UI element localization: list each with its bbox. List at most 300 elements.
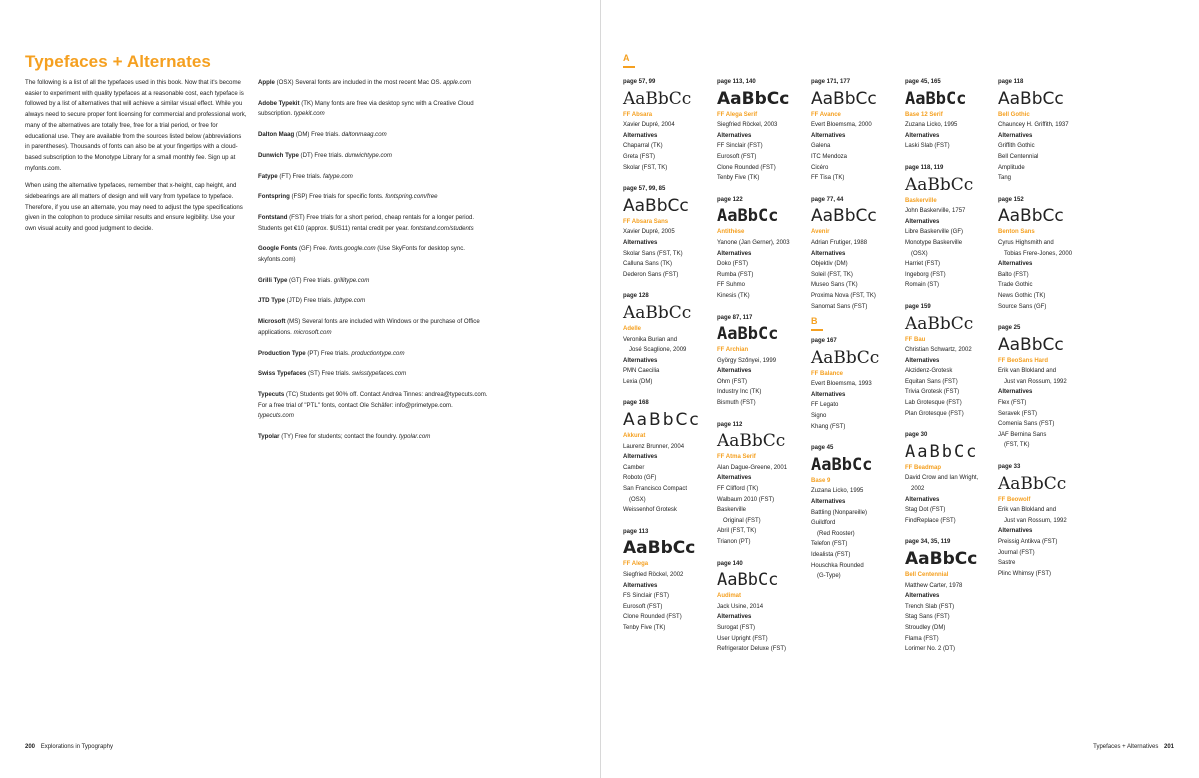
typeface-entry	[623, 398, 715, 515]
alternative-typeface: Original (FST)	[723, 517, 761, 524]
designer-credit: Veronika Burian and	[623, 336, 678, 343]
alternative-typeface: Skolar Sans (FST, TK)	[623, 250, 683, 257]
designer-credit: Chauncey H. Griffith, 1937	[998, 122, 1069, 129]
alternative-typeface: Romain (ST)	[905, 282, 940, 289]
source-description: (DT) Free trials.	[298, 151, 344, 159]
font-source	[258, 317, 488, 338]
alternative-typeface: Surogat (FST)	[717, 624, 756, 631]
alternative-typeface: Galena	[811, 143, 831, 150]
typeface-sample: AaBbCc	[623, 88, 692, 109]
page-reference: page 45	[811, 445, 834, 452]
alternatives-label: Alternatives	[717, 132, 752, 139]
typeface-entry	[811, 336, 903, 432]
page-reference: page 77, 44	[811, 196, 844, 203]
typeface-name: Base 12 Serif	[905, 111, 943, 118]
designer-credit: 2002	[911, 486, 925, 493]
typeface-entry	[717, 77, 809, 184]
alternative-typeface: Khang (FST)	[811, 423, 846, 430]
alternative-typeface: FS Sinclair (FST)	[623, 593, 670, 600]
typeface-sample: AaBbCc	[998, 206, 1064, 227]
alternative-typeface: Doko (FST)	[717, 261, 749, 268]
typeface-sample: AaBbCc	[998, 88, 1064, 109]
alternatives-label: Alternatives	[998, 389, 1033, 396]
typeface-sample: AaBbCc	[905, 549, 978, 569]
font-source	[258, 151, 488, 162]
typeface-name: FF Bau	[905, 336, 926, 343]
typeface-sample: AaBbCc	[811, 206, 877, 227]
source-name: Typecuts	[258, 390, 285, 398]
typeface-sample: AaBbCc	[623, 302, 692, 323]
source-name: Dunwich Type	[258, 151, 299, 159]
alternative-typeface: PMN Caecilia	[623, 368, 660, 375]
alternatives-label: Alternatives	[717, 250, 752, 257]
alternative-typeface: Libre Baskerville (GF)	[905, 229, 964, 236]
alternative-typeface: News Gothic (TK)	[998, 292, 1046, 299]
source-name: Fatype	[258, 172, 278, 180]
source-note: (Use SkyFonts for desktop sync. skyfonts.com)	[258, 245, 465, 264]
designer-credit: Xavier Dupré, 2005	[623, 229, 675, 236]
alternative-typeface: ITC Mendoza	[811, 153, 848, 160]
typeface-sample: AaBbCc	[905, 313, 974, 334]
source-name: Swiss Typefaces	[258, 370, 307, 378]
alternative-typeface: FF Sinclair (FST)	[717, 143, 763, 150]
intro-text	[25, 78, 247, 242]
typeface-entry	[811, 195, 903, 312]
designer-credit: Adrian Frutiger, 1988	[811, 239, 868, 246]
alternative-typeface: Camber	[623, 464, 645, 471]
alternative-typeface: Laski Slab (FST)	[905, 143, 950, 150]
alternative-typeface: Cicéro	[811, 164, 829, 171]
designer-credit: Siegfried Röckel, 2002	[623, 572, 684, 578]
alternative-typeface: Trianon (PT)	[717, 539, 751, 545]
typeface-sample: AaBbCc	[717, 88, 790, 109]
designer-credit: Jack Usine, 2014	[717, 603, 764, 610]
page-number: 201	[1163, 744, 1174, 750]
typeface-entry	[717, 313, 809, 409]
typeface-name: Benton Sans	[998, 229, 1035, 236]
alternative-typeface: Amplitude	[998, 164, 1025, 171]
designer-credit: José Scaglione, 2009	[629, 347, 687, 354]
alternative-typeface: Preissig Antikva (FST)	[998, 539, 1058, 545]
typeface-name: Audimat	[717, 593, 741, 600]
alternative-typeface: Bismuth (FST)	[717, 400, 756, 407]
alternative-typeface: User Upright (FST)	[717, 635, 768, 642]
alternative-typeface: Telefon (FST)	[811, 541, 848, 548]
typeface-name: FF Alega	[623, 561, 649, 568]
alternative-typeface: Signo	[811, 413, 827, 420]
source-link[interactable]: typekit.com	[293, 110, 325, 118]
font-source	[258, 432, 488, 443]
section-letter-a: A	[623, 53, 630, 63]
section-rule-a	[623, 66, 635, 68]
typeface-name: Bell Gothic	[998, 111, 1030, 118]
typeface-sample: AaBbCc	[623, 410, 701, 431]
alternative-typeface: Clone Rounded (FST)	[717, 164, 776, 171]
typeface-column	[905, 77, 997, 666]
typeface-entry	[905, 430, 997, 526]
alternatives-label: Alternatives	[998, 132, 1033, 139]
designer-credit: Zuzana Licko, 1995	[905, 122, 958, 129]
alternative-typeface: Sastre	[998, 560, 1016, 567]
source-link[interactable]: productiontype.com	[351, 349, 405, 357]
typeface-entry	[998, 323, 1090, 451]
typeface-sample: AaBbCc	[717, 431, 786, 452]
alternative-typeface: Bell Centennial	[998, 153, 1039, 160]
typeface-name: Bell Centennial	[905, 572, 949, 578]
font-source	[258, 276, 488, 287]
alternative-typeface: Eurosoft (FST)	[717, 153, 757, 160]
source-description: (TY) Free for students; contact the foundry.	[279, 433, 398, 441]
typeface-column	[811, 77, 903, 593]
alternative-typeface: Refrigerator Deluxe (FST)	[717, 646, 787, 653]
source-link[interactable]: daltonmaag.com	[341, 131, 387, 139]
page-reference: page 168	[623, 400, 649, 407]
alternative-typeface: Dederon Sans (FST)	[623, 271, 679, 278]
page-reference: page 167	[811, 338, 837, 345]
alternative-typeface: Seravek (FST)	[998, 410, 1038, 417]
alternative-typeface: Houschka Rounded	[811, 562, 864, 569]
font-source	[258, 130, 488, 141]
alternative-typeface: Idealista (FST)	[811, 552, 851, 558]
source-name: Apple	[258, 79, 275, 86]
font-source	[258, 78, 488, 89]
source-name: JTD Type	[258, 297, 285, 305]
source-link[interactable]: fatype.com	[323, 172, 353, 180]
alternative-typeface: Stroudley (DM)	[905, 624, 946, 631]
intro-paragraph: When using the alternative typefaces, remember that x-height, cap height, and sidebearings are all matters of design and will vary from typeface to typeface. Therefore, if you use an alternate, you may need to adjust the type specifications given in the colophon to produce similar results and ensure legibility. Use your own visual acuity and good judgment to decide.	[25, 182, 243, 233]
source-name: Typolar	[258, 433, 280, 441]
alternative-typeface: Stag Dot (FST)	[905, 507, 946, 514]
alternative-typeface: (Red Rooster)	[817, 530, 855, 537]
alternative-typeface: Eurosoft (FST)	[623, 603, 663, 610]
source-name: Production Type	[258, 349, 306, 357]
designer-credit: Yanone (Jan Gerner), 2003	[717, 239, 790, 246]
source-description: (ST) Free trials.	[306, 370, 351, 378]
designer-credit: Evert Bloemsma, 1993	[811, 381, 872, 388]
alternative-typeface: FF Suhmo	[717, 282, 746, 289]
page-reference: page 57, 99	[623, 79, 656, 85]
alternative-typeface: Balto (FST)	[998, 271, 1029, 278]
typeface-name: FF Archian	[717, 347, 749, 354]
source-description: (FT) Free trials.	[277, 172, 322, 180]
designer-credit: Cyrus Highsmith and	[998, 239, 1054, 246]
alternative-typeface: Lab Grotesque (FST)	[905, 400, 962, 407]
typeface-name: Baskerville	[905, 197, 937, 204]
alternative-typeface: Roboto (GF)	[623, 475, 657, 482]
typeface-entry	[623, 77, 715, 173]
source-name: Google Fonts	[258, 245, 298, 253]
folio-left	[25, 744, 113, 750]
alternative-typeface: Rumba (FST)	[717, 271, 754, 278]
page-reference: page 113	[623, 528, 649, 535]
designer-credit: Just van Rossum, 1992	[1004, 517, 1067, 524]
designer-credit: John Baskerville, 1757	[905, 208, 966, 215]
typeface-sample: AaBbCc	[998, 473, 1067, 494]
typeface-name: Adelle	[623, 325, 642, 332]
designer-credit: Laurenz Brunner, 2004	[623, 443, 685, 450]
typeface-sample: AaBbCc	[905, 441, 979, 462]
alternative-typeface: Ingeborg (FST)	[905, 271, 946, 278]
alternative-typeface: Proxima Nova (FST, TK)	[811, 292, 876, 299]
alternative-typeface: Source Sans (GF)	[998, 303, 1047, 310]
intro-paragraph: The following is a list of all the typefaces used in this book. Now that it's become easier to experiment with quality typefaces at a reasonable cost, each typeface is followed by a list of alternatives that will achieve a similar visual effect. While you always need to secure proper font licensing for commercial and professional work, many of the alternatives are totally free, free for a trial period, or free for educational use. They are available from the sources listed below (abbreviations in parentheses). Thousands of fonts can also be at your fingertips with a cloud-based subscription to the Monotype Library for a small monthly fee. Sign up at myfonts.com.	[25, 79, 247, 172]
source-link[interactable]: jtdtype.com	[334, 297, 366, 305]
alternative-typeface: Clone Rounded (FST)	[623, 614, 682, 621]
source-link[interactable]: fontspring.com/free	[385, 193, 438, 201]
alternative-typeface: Plan Grotesque (FST)	[905, 410, 964, 417]
page-reference: page 87, 117	[717, 314, 753, 321]
font-source	[258, 390, 488, 422]
page-reference: page 171, 177	[811, 79, 851, 85]
alternatives-label: Alternatives	[811, 499, 846, 506]
typeface-name: FF Absara	[623, 111, 653, 118]
typeface-entry	[811, 443, 903, 582]
alternatives-label: Alternatives	[905, 218, 940, 225]
page-reference: page 45, 165	[905, 79, 941, 85]
typeface-name: FF Alega Serif	[717, 111, 758, 118]
alternative-typeface: Plinc Whimsy (FST)	[998, 570, 1051, 577]
alternative-typeface: Comenia Sans (FST)	[998, 421, 1055, 428]
alternative-typeface: JAF Bernina Sans	[998, 431, 1047, 438]
source-link[interactable]: microsoft.com	[293, 328, 332, 336]
designer-credit: Matthew Carter, 1978	[905, 582, 963, 589]
alternatives-label: Alternatives	[717, 614, 752, 621]
page-reference: page 140	[717, 560, 743, 567]
alternative-typeface: Tang	[998, 175, 1012, 182]
alternative-typeface: (OSX)	[629, 496, 646, 503]
typeface-entry	[717, 420, 809, 548]
alternative-typeface: Baskerville	[717, 507, 747, 514]
alternative-typeface: Trivia Grotesk (FST)	[905, 389, 960, 396]
alternatives-label: Alternatives	[623, 239, 658, 246]
alternative-typeface: (FST, TK)	[1004, 442, 1030, 449]
font-source	[258, 296, 488, 307]
book-title: Explorations in Typography	[40, 744, 113, 750]
source-description: (PT) Free trials.	[305, 349, 350, 357]
designer-credit: Evert Bloemsma, 2000	[811, 122, 872, 129]
alternative-typeface: Abril (FST, TK)	[717, 528, 757, 535]
font-source	[258, 192, 488, 203]
typeface-entry	[905, 77, 997, 152]
typeface-sample: AaBbCc	[717, 206, 779, 227]
alternatives-label: Alternatives	[811, 391, 846, 398]
source-description: (OSX) Several fonts are included in the most recent Mac OS.	[274, 79, 442, 86]
font-sources-list	[258, 78, 488, 453]
alternative-typeface: Monotype Baskerville	[905, 239, 963, 246]
right-page	[601, 0, 1199, 778]
alternatives-label: Alternatives	[905, 496, 940, 503]
source-name: Microsoft	[258, 318, 286, 326]
page-reference: page 112	[717, 421, 743, 428]
section-title: Typefaces + Alternatives	[1093, 744, 1159, 750]
alternatives-label: Alternatives	[905, 357, 940, 364]
page-reference: page 33	[998, 464, 1021, 471]
alternatives-label: Alternatives	[905, 132, 940, 139]
typeface-entry	[905, 163, 997, 291]
source-link[interactable]: grillitype.com	[333, 276, 370, 284]
source-link[interactable]: fonts.google.com	[329, 245, 376, 253]
source-link[interactable]: dunwichtype.com	[344, 151, 393, 159]
typeface-name: FF Avance	[811, 111, 841, 118]
page-reference: page 113, 140	[717, 79, 756, 85]
alternative-typeface: Flama (FST)	[905, 635, 939, 642]
alternatives-label: Alternatives	[905, 593, 940, 600]
source-name: Grilli Type	[258, 276, 288, 284]
source-description: (GT) Free trials.	[287, 276, 333, 284]
alternative-typeface: San Francisco Compact	[623, 486, 688, 493]
typeface-sample: AaBbCc	[717, 570, 779, 591]
alternative-typeface: FF Clifford (TK)	[717, 486, 759, 493]
typeface-sample: AaBbCc	[717, 324, 779, 345]
designer-credit: Christian Schwartz, 2002	[905, 347, 972, 354]
page-reference: page 159	[905, 303, 931, 310]
alternative-typeface: Harriet (FST)	[905, 261, 940, 268]
page-reference: page 30	[905, 432, 928, 439]
page-reference: page 122	[717, 196, 743, 203]
font-source	[258, 244, 488, 265]
source-description: (TC) Students get 90% off. Contact Andrea Tinnes: andrea@typecuts.com. For a free trial of "PTL" fonts, contact Ole Schäfer: info@primetype.com.	[258, 390, 488, 409]
alternative-typeface: Trade Gothic	[998, 282, 1033, 289]
typeface-sample: AaBbCc	[905, 174, 974, 195]
source-name: Fontstand	[258, 213, 288, 221]
alternative-typeface: Tenby Five (TK)	[623, 624, 666, 631]
typeface-name: FF Balance	[811, 370, 844, 377]
alternative-typeface: Lorimer No. 2 (DT)	[905, 646, 956, 653]
typeface-entry	[623, 527, 715, 634]
typeface-column	[998, 77, 1090, 590]
page-reference: page 25	[998, 325, 1021, 332]
alternative-typeface: Battling (Nonpareille)	[811, 509, 868, 516]
alternative-typeface: Journal (FST)	[998, 549, 1035, 556]
page-reference: page 128	[623, 293, 649, 300]
alternative-typeface: Trench Slab (FST)	[905, 603, 955, 610]
page-reference: page 118, 119	[905, 164, 944, 171]
alternative-typeface: Soleil (FST, TK)	[811, 271, 853, 278]
designer-credit: György Szőnyei, 1999	[717, 357, 777, 364]
typeface-name: FF Absara Sans	[623, 218, 669, 225]
source-description: (DM) Free trials.	[294, 131, 340, 139]
alternatives-label: Alternatives	[623, 357, 658, 364]
font-source	[258, 369, 488, 380]
typeface-sample: AaBbCc	[811, 88, 877, 109]
source-name: Fontspring	[258, 193, 290, 201]
designer-credit: Alan Dague-Greene, 2001	[717, 464, 788, 471]
designer-credit: Erik van Blokland and	[998, 507, 1057, 514]
alternative-typeface: Akzidenz-Grotesk	[905, 368, 953, 375]
alternative-typeface: FF Tisa (TK)	[811, 175, 845, 182]
source-link[interactable]: fontstand.com/students	[410, 224, 474, 232]
designer-credit: Tobias Frere-Jones, 2000	[1004, 250, 1073, 257]
typeface-name: FF Beadmap	[905, 464, 942, 471]
typeface-name: FF Atma Serif	[717, 454, 756, 461]
source-link[interactable]: typolar.com	[399, 433, 431, 441]
typeface-sample: AaBbCc	[811, 454, 873, 475]
alternatives-label: Alternatives	[998, 261, 1033, 268]
designer-credit: Zuzana Licko, 1995	[811, 488, 864, 495]
typeface-column	[623, 77, 715, 645]
page-number: 200	[25, 744, 36, 750]
font-source	[258, 349, 488, 360]
alternatives-label: Alternatives	[623, 582, 658, 589]
alternative-typeface: FF Legato	[811, 402, 839, 409]
alternative-typeface: Objektiv (DM)	[811, 261, 848, 268]
typeface-entry	[905, 537, 997, 654]
alternative-typeface: Calluna Sans (TK)	[623, 261, 673, 268]
alternative-typeface: Chaparral (TK)	[623, 143, 663, 150]
folio-right	[1093, 744, 1174, 750]
font-source	[258, 99, 488, 120]
typeface-entry	[623, 291, 715, 387]
typeface-name: Akkurat	[623, 433, 646, 440]
source-name: Adobe Typekit	[258, 99, 300, 107]
typeface-name: FF Beowolf	[998, 496, 1031, 503]
designer-credit: Just van Rossum, 1992	[1004, 378, 1067, 385]
typeface-name: Avenir	[811, 229, 830, 236]
typeface-sample: AaBbCc	[811, 347, 880, 368]
alternative-typeface: (OSX)	[911, 250, 928, 257]
alternatives-label: Alternatives	[811, 250, 846, 257]
alternative-typeface: FindReplace (FST)	[905, 517, 956, 524]
alternative-typeface: Greta (FST)	[623, 153, 656, 160]
alternatives-label: Alternatives	[717, 475, 752, 482]
source-description: (FST) Free trials for a short period, cheap rentals for a longer period. Students get €10 (approx. $US11) rental credit per year.	[258, 213, 475, 232]
alternative-typeface: (G-Type)	[817, 573, 841, 580]
page-reference: page 118	[998, 79, 1024, 85]
source-link[interactable]: swisstypefaces.com	[352, 370, 407, 378]
typeface-entry	[905, 302, 997, 419]
alternative-typeface: Griffith Gothic	[998, 143, 1035, 150]
alternatives-label: Alternatives	[717, 368, 752, 375]
typeface-entry	[998, 195, 1090, 312]
alternative-typeface: Skolar (FST, TK)	[623, 164, 668, 171]
typeface-entry	[717, 195, 809, 302]
alternative-typeface: Industry Inc (TK)	[717, 389, 762, 396]
source-description: (TK) Many fonts are free via desktop sync with a Creative Cloud subscription.	[258, 99, 474, 118]
designer-credit: Xavier Dupré, 2004	[623, 122, 675, 129]
typeface-name: FF BeoSans Hard	[998, 357, 1049, 364]
alternative-typeface: Guildford	[811, 520, 836, 527]
designer-credit: Siegfried Röckel, 2003	[717, 122, 778, 129]
source-link[interactable]: typecuts.com	[258, 412, 294, 420]
typeface-entry	[623, 184, 715, 280]
typeface-entry	[717, 559, 809, 655]
typeface-sample: AaBbCc	[623, 538, 696, 559]
alternative-typeface: Walbaum 2010 (FST)	[717, 496, 775, 503]
font-source	[258, 172, 488, 183]
alternative-typeface: Lexia (DM)	[623, 378, 653, 385]
source-description: (FSP) Free trials for specific fonts.	[289, 193, 384, 201]
source-link[interactable]: apple.com	[442, 79, 472, 86]
alternative-typeface: Sanomat Sans (FST)	[811, 303, 868, 310]
typeface-name: Base 9	[811, 477, 831, 484]
source-description: (GF) Free.	[297, 245, 328, 253]
page-title: Typefaces + Alternates	[25, 52, 211, 71]
typeface-column	[717, 77, 809, 666]
typeface-sample: AaBbCc	[998, 334, 1064, 355]
designer-credit: David Crow and Ian Wright,	[905, 475, 979, 482]
typeface-name: Antithèse	[717, 229, 745, 236]
typeface-entry	[811, 77, 903, 184]
alternative-typeface: Museo Sans (TK)	[811, 282, 858, 289]
alternatives-label: Alternatives	[623, 132, 658, 139]
alternative-typeface: Stag Sans (FST)	[905, 614, 950, 621]
typeface-sample: AaBbCc	[905, 88, 967, 109]
designer-credit: Erik van Blokland and	[998, 368, 1057, 375]
font-source	[258, 213, 488, 234]
page-reference: page 152	[998, 196, 1024, 203]
alternative-typeface: Flex (FST)	[998, 400, 1027, 407]
source-description: (JTD) Free trials.	[284, 297, 333, 305]
